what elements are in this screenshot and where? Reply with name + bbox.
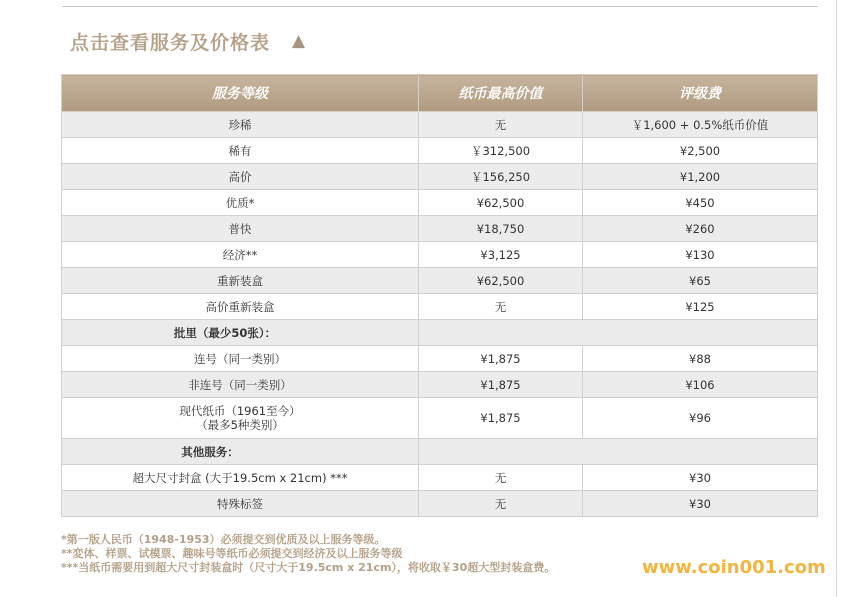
cell-fee: ¥2,500 [583,138,818,164]
cell-max-value: ¥3,125 [419,242,583,268]
cell-max-value: ¥1,875 [419,398,583,439]
cell-service: 超大尺寸封盒 (大于19.5cm x 21cm) *** [62,465,419,491]
table-header-row [62,75,818,112]
cell-service: 稀有 [62,138,419,164]
footnote-3: ***当纸币需要用到超大尺寸封装盒时（尺寸大于19.5cm x 21cm），将收取￥30超大型封装盒费。 [61,561,556,574]
cell-service: 普快 [62,216,419,242]
cell-fee: ¥96 [583,398,818,439]
cell-fee: ¥65 [583,268,818,294]
header-grading-fee: 评级费 [583,75,818,112]
cell-service: 连号（同一类别） [62,346,419,372]
cell-fee: ¥450 [583,190,818,216]
section-label-text: 其他服务： [181,444,239,459]
cell-max-value: ¥18,750 [419,216,583,242]
right-divider [836,0,837,597]
table-row [62,190,818,216]
price-list-toggle[interactable] [70,26,306,56]
cell-fee: ¥260 [583,216,818,242]
table-row [62,164,818,190]
footnote-2: **変体、样票、试模票、趣味号等纸币必须提交到经济及以上服务等级 [61,547,403,560]
cell-service: 珍稀 [62,112,419,138]
cell-service: 经济** [62,242,419,268]
cell-max-value: ￥312,500 [419,138,583,164]
cell-max-value: ¥1,875 [419,372,583,398]
table-row [62,268,818,294]
section-label [62,439,419,465]
cell-service: 非连号（同一类别） [62,372,419,398]
cell-service-line2: （最多5种类别） [196,418,284,432]
cell-service [62,398,419,439]
cell-service: 特殊标签 [62,491,419,517]
cell-fee: ¥125 [583,294,818,320]
table-row [62,138,818,164]
table-row [62,294,818,320]
cell-max-value: 无 [419,491,583,517]
footnotes [61,533,555,575]
cell-service: 优质* [62,190,419,216]
cell-fee: ¥30 [583,491,818,517]
price-table [61,74,818,517]
cell-max-value: ￥156,250 [419,164,583,190]
cell-fee: ¥88 [583,346,818,372]
top-divider [62,6,818,7]
cell-max-value: ¥1,875 [419,346,583,372]
cell-service: 高价 [62,164,419,190]
table-row [62,398,818,439]
section-label-text: 批里（最少50张）： [173,325,277,340]
cell-service: 重新装盒 [62,268,419,294]
cell-fee: ¥130 [583,242,818,268]
header-service-level: 服务等级 [62,75,419,112]
table-row [62,491,818,517]
site-watermark: www.coin001.com [642,557,826,578]
table-row [62,372,818,398]
table-row [62,465,818,491]
cell-max-value: 无 [419,294,583,320]
cell-service: 高价重新装盒 [62,294,419,320]
section-label [62,320,419,346]
section-empty-cell [419,320,818,346]
cell-max-value: 无 [419,465,583,491]
section-row-bulk [62,320,818,346]
header-max-value: 纸币最高价值 [419,75,583,112]
table-row [62,216,818,242]
cell-max-value: ¥62,500 [419,190,583,216]
table-row [62,242,818,268]
cell-fee: ￥1,600 + 0.5%纸币价值 [583,112,818,138]
collapse-arrow-icon[interactable]: ▲ [292,31,307,51]
cell-service-line1: 现代纸币（1961至今） [179,404,301,418]
table-row [62,346,818,372]
cell-max-value: 无 [419,112,583,138]
heading-title: 点击查看服务及价格表 [70,31,271,54]
cell-max-value: ¥62,500 [419,268,583,294]
cell-fee: ¥30 [583,465,818,491]
section-row-other [62,439,818,465]
section-empty-cell [419,439,818,465]
footnote-1: *第一版人民币（1948-1953）必须提交到优质及以上服务等级。 [61,533,386,546]
table-row [62,112,818,138]
cell-fee: ¥1,200 [583,164,818,190]
cell-fee: ¥106 [583,372,818,398]
